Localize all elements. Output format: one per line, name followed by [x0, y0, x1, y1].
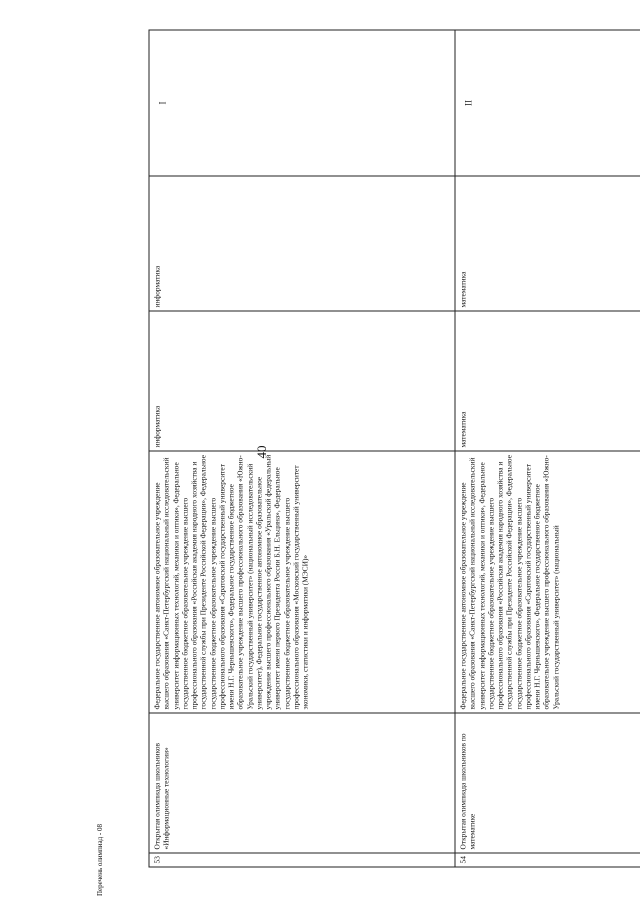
- profile-cell: информатика: [149, 176, 455, 311]
- subject-cell: математика: [455, 311, 640, 451]
- subject-cell: информатика: [149, 311, 455, 451]
- table-row: [455, 30, 640, 867]
- olympiad-name: Открытая олимпиада школьников по математике: [455, 713, 640, 853]
- row-number: 54: [455, 853, 640, 867]
- olympiad-table-wrapper: [148, 30, 640, 867]
- olympiad-table: [148, 29, 640, 867]
- level-cell: II: [455, 30, 640, 176]
- table-row: [149, 30, 455, 867]
- profile-cell: математика: [455, 176, 640, 311]
- organizers-cell: Федеральное государственное автономное образовательное учреждение высшего образования «Санкт-Петербургский национальный исследовательский университет информационных технологий, механики и оптики», Федеральное государственное бюджетное образовательное учреждение высшего профессионального образования «Российская академия народного хозяйства и государственной службы при Президенте Российской Федерации», Федеральное государственное бюджетное образовательное учреждение высшего профессионального образования «Саратовский государственный университет имени Н.Г. Чернышевского», Федеральное государственное бюджетное образовательное учреждение высшего профессионального образования «Южно-Уральский государственный университет» (национальный исследовательский университет), Федеральное государственное автономное образовательное учреждение высшего профессионального образования «Уральский федеральный университет имени первого Президента России Б.Н. Ельцина», Федеральное государственное бюджетное образовательное учреждение высшего профессионального образования «Московский государственный университет экономики, статистики и информатики (МЭСИ)»: [149, 451, 455, 713]
- footer-note: Перечень олимпиад - 08: [96, 824, 104, 896]
- organizers-cell: Федеральное государственное автономное образовательное учреждение высшего образования «Санкт-Петербургский национальный исследовательский университет информационных технологий, механики и оптики», Федеральное государственное бюджетное образовательное учреждение высшего профессионального образования «Российская академия народного хозяйства и государственной службы при Президенте Российской Федерации», Федеральное государственное бюджетное образовательное учреждение высшего профессионального образования «Саратовский государственный университет имени Н.Г. Чернышевского», Федеральное государственное бюджетное образовательное учреждение высшего профессионального образования «Южно-Уральский государственный университет» (национальный: [455, 451, 640, 713]
- page-number: 40: [254, 445, 269, 459]
- level-cell: I: [149, 30, 455, 176]
- row-number: 53: [149, 853, 455, 867]
- olympiad-name: Открытая олимпиада школьников «Информационные технологии»: [149, 713, 455, 853]
